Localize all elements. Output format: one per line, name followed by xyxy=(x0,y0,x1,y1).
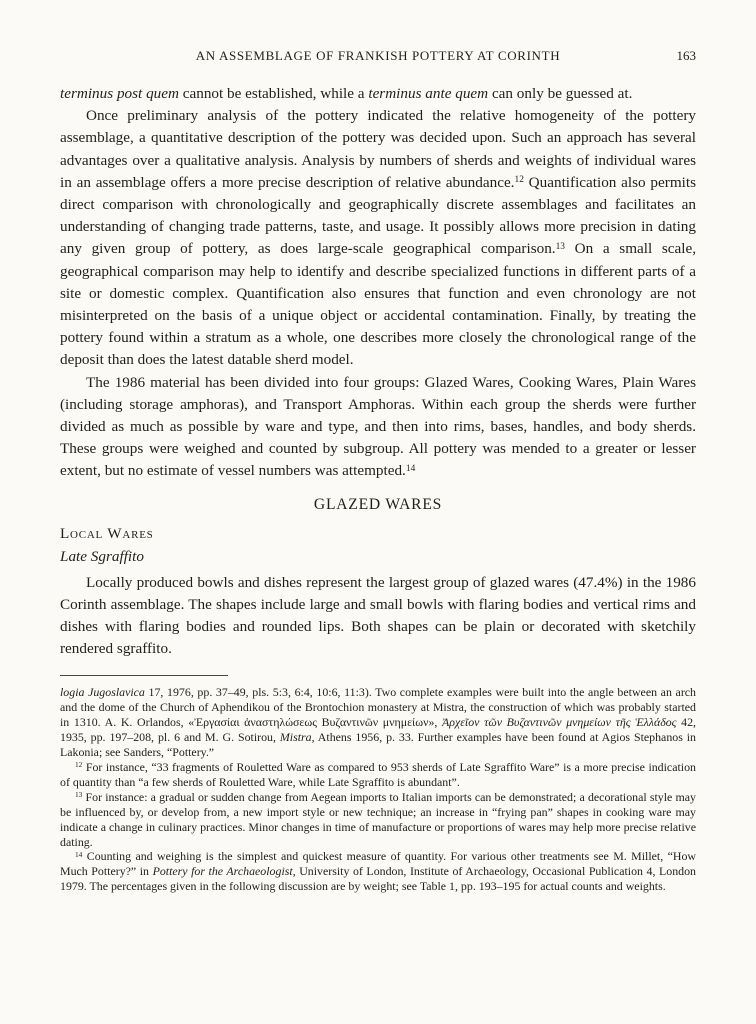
footnote-13: $^{13}$ For instance: a gradual or sudden change from Aegean imports to Italian imports can be demonstrated; a decorational style may be influenced by, or develop from, a new import style or new technique; an increase in “frying pan” shapes in cooking ware may indicate a change in culinary practices. Minor changes in time of manufacture or proportions of wares may help more precise relative dating. xyxy=(60,789,696,849)
footnotes-section xyxy=(60,675,696,894)
footnote-continuation: logia Jugoslavica 17, 1976, pp. 37–49, pls. 5:3, 6:4, 10:6, 11:3). Two complete examples were built into the angle between an arch and the dome of the Church of Aphendikou of the Brontochion monastery at Mistra, the construction of which was probably started in 1310. A. K. Orlandos, «Ἐργασίαι ἀναστηλώσεως Βυζαντινῶν μνημείων», Ἀρχεῖον τῶν Βυζαντινῶν μνημείων τῆς Ἑλλάδος 42, 1935, pp. 197–208, pl. 6 and M. G. Sotirou, Mistra, Athens 1956, p. 33. Further examples have been found at Agios Stephanos in Lakonia; see Sanders, “Pottery.” xyxy=(60,685,697,760)
paragraph-four-groups: The 1986 material has been divided into four groups: Glazed Wares, Cooking Wares, Plain Wares (including storage amphoras), and Transport Amphoras. Within each group the sherds were further divided as much as possible by ware and type, and then into rims, bases, handles, and body sherds. These groups were weighed and counted by subgroup. All pottery was mended to a greater or lesser extent, but no estimate of vessel numbers was attempted.$^{14}$ xyxy=(60,373,696,480)
footnote-12: $^{12}$ For instance, “33 fragments of Rouletted Ware as compared to 953 sherds of Late Sgraffito Ware” is a more precise indication of quantity than “a few sherds of Rouletted Ware, while Late Sgraffito is abundant”. xyxy=(60,760,696,789)
running-head: AN ASSEMBLAGE OF FRANKISH POTTERY AT CORINTH xyxy=(195,48,561,63)
body-text xyxy=(60,83,696,660)
paragraph-quantitative-analysis: Once preliminary analysis of the pottery indicated the relative homogeneity of the pottery assemblage, a quantitative description of the pottery was decided upon. Such an approach has several advantages over a qualitative analysis. Analysis by numbers of sherds and weights of individual wares in an assemblage offers a more precise description of relative abundance.$^{12}$ Quantification also permits direct comparison with chronologically and geographically discrete assemblages and facilitates an understanding of changing trade patterns, taste, and usage. It possibly allows more precision in dating any given group of pottery, as does large-scale geographical comparison.$^{13}$ On a small scale, geographical comparison may help to identify and describe specialized functions in different parts of a site or domestic complex. Quantification also ensures that function and even chronology are not misinterpreted on the basis of a unique object or accidental contamination. Finally, by treating the pottery found within a stratum as a whole, one describes more closely the chronological range of the deposit than does the latest datable sherd model. xyxy=(60,107,696,369)
paragraph-terminus: terminus post quem cannot be established, while a terminus ante quem can only be guessed at. xyxy=(60,85,633,102)
subsubsection-heading-late-sgraffito: Late Sgraffito xyxy=(60,547,144,565)
page-number: 163 xyxy=(676,48,696,63)
section-heading-glazed-wares: GLAZED WARES xyxy=(313,495,443,513)
subsection-heading-local-wares: Local Wares xyxy=(60,524,154,542)
footnote-14: $^{14}$ Counting and weighing is the simplest and quickest measure of quantity. For various other treatments see M. Millet, “How Much Pottery?” in Pottery for the Archaeologist, University of London, Institute of Archaeology, Occasional Publication 4, London 1979. The percentages given in the following discussion are by weight; see Table 1, pp. 193–195 for actual counts and weights. xyxy=(60,849,696,894)
footnote-separator-rule xyxy=(60,675,228,676)
paragraph-local-bowls: Locally produced bowls and dishes represent the largest group of glazed wares (47.4%) in the 1986 Corinth assemblage. The shapes include large and small bowls with flaring bodies and vertical rims and dishes with flaring bodies and rounded lips. Both shapes can be plain or decorated with sketchily rendered sgraffito. xyxy=(60,573,696,658)
page-header xyxy=(60,48,696,64)
